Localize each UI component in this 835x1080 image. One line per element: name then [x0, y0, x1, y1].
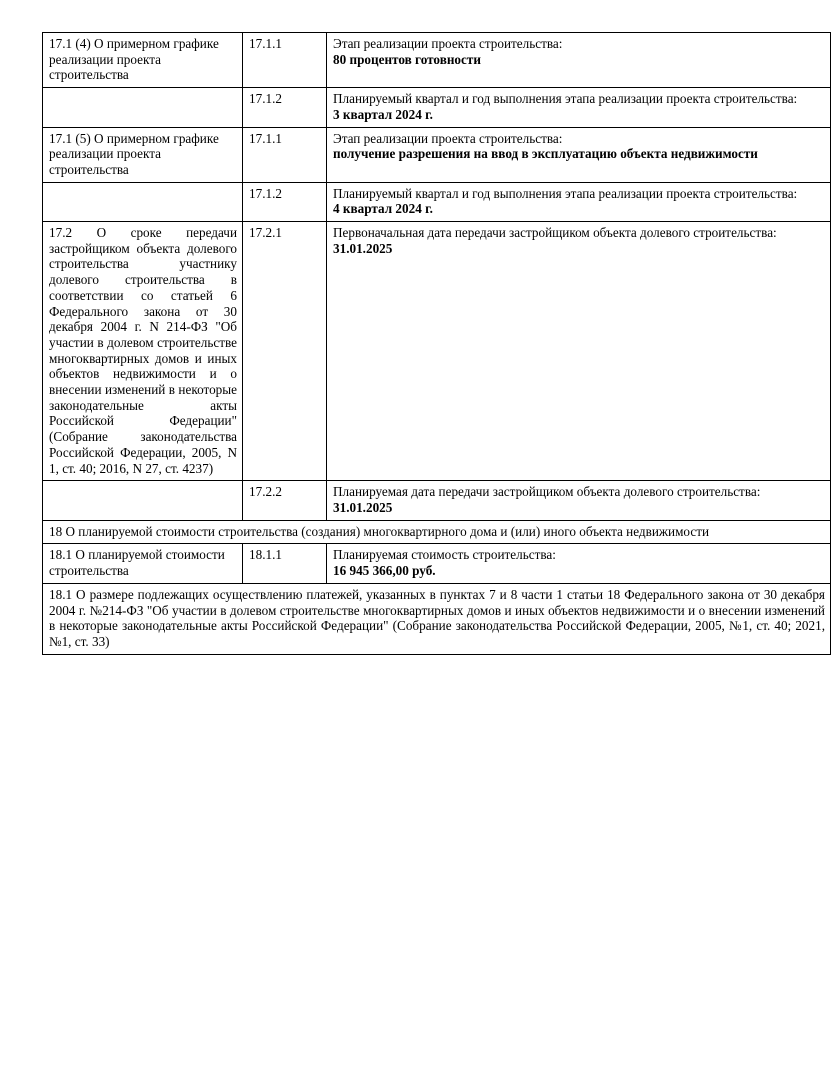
row-code-cell	[243, 88, 327, 127]
row-value-data: 4 квартал 2024 г.	[333, 201, 433, 217]
row-value-caption: Первоначальная дата передачи застройщиком объекта долевого строительства:	[333, 225, 777, 241]
row-value-caption: Планируемый квартал и год выполнения этапа реализации проекта строительства:	[333, 185, 798, 201]
row-code: 17.1.1	[249, 36, 282, 51]
row-value-data: 16 945 366,00 руб.	[333, 563, 436, 579]
row-value-data: получение разрешения на ввод в эксплуатацию объекта недвижимости	[333, 146, 758, 162]
row-label-cell	[43, 33, 243, 88]
row-label-cell	[43, 222, 243, 481]
row-label: 17.2 О сроке передачи застройщиком объекта долевого строительства участнику долевого строительства в соответствии со статьей 6 Федерального закона от 30 декабря 2004 г. N 214-ФЗ "Об участии в долевом строительстве многоквартирных домов и иных объектов недвижимости и о внесении изменений в некоторые законодательные акты Российской Федерации" (Собрание законодательства Российской Федерации, 2005, N 1, ст. 40; 2016, N 27, ст. 4237)	[49, 225, 237, 476]
row-code-cell	[243, 222, 327, 481]
row-label-cell	[43, 127, 243, 182]
row-value-cell	[327, 127, 831, 182]
section-18-header-cell	[43, 520, 831, 544]
row-code-cell	[243, 182, 327, 221]
row-label-cell	[43, 481, 243, 520]
table-row	[43, 88, 831, 127]
section-18-1-footer: 18.1 О размере подлежащих осуществлению платежей, указанных в пунктах 7 и 8 части 1 статьи 18 Федерального закона от 30 декабря 2004 г. №214-ФЗ "Об участии в долевом строительстве многоквартирных домов и иных объектов недвижимости и о внесении изменений в некоторые законодательные акты Российской Федерации" (Собрание законодательства Российской Федерации, 2005, №1, ст. 40; 2021, №1, ст. 33)	[49, 586, 825, 649]
row-value-cell	[327, 222, 831, 481]
row-value-cell	[327, 544, 831, 583]
table-row	[43, 481, 831, 520]
row-value-caption: Планируемая стоимость строительства:	[333, 547, 556, 563]
row-value-data: 31.01.2025	[333, 240, 393, 256]
row-label: 17.1 (5) О примерном графике реализации проекта строительства	[49, 130, 219, 177]
row-code-cell	[243, 544, 327, 583]
table-row	[43, 222, 831, 481]
row-value-cell	[327, 88, 831, 127]
row-value-data: 31.01.2025	[333, 499, 393, 515]
row-code-cell	[243, 127, 327, 182]
row-code-cell	[243, 481, 327, 520]
table-row	[43, 182, 831, 221]
table-row	[43, 127, 831, 182]
section-18-header: 18 О планируемой стоимости строительства (создания) многоквартирного дома и (или) иного объекта недвижимости	[49, 523, 710, 539]
row-value-caption: Этап реализации проекта строительства:	[333, 130, 563, 146]
row-label-cell	[43, 182, 243, 221]
row-value-caption: Этап реализации проекта строительства:	[333, 36, 563, 51]
row-label: 18.1 О планируемой стоимости строительства	[49, 547, 225, 579]
row-value-caption: Планируемая дата передачи застройщиком объекта долевого строительства:	[333, 484, 761, 500]
disclosure-table	[42, 32, 831, 655]
row-value-cell	[327, 481, 831, 520]
section-18-1-footer-cell	[43, 583, 831, 654]
row-label-cell	[43, 88, 243, 127]
row-value-cell	[327, 33, 831, 88]
row-code-cell	[243, 33, 327, 88]
row-code: 17.1.1	[249, 130, 282, 146]
row-value-cell	[327, 182, 831, 221]
row-label: 17.1 (4) О примерном графике реализации проекта строительства	[49, 36, 219, 83]
row-code: 18.1.1	[249, 547, 282, 563]
row-value-caption: Планируемый квартал и год выполнения этапа реализации проекта строительства:	[333, 91, 798, 107]
row-code: 17.2.2	[249, 484, 282, 500]
row-value-data: 80 процентов готовности	[333, 51, 481, 67]
row-code: 17.1.2	[249, 91, 282, 107]
row-label-cell	[43, 544, 243, 583]
table-row-section-header	[43, 520, 831, 544]
row-value-data: 3 квартал 2024 г.	[333, 106, 433, 122]
table-row	[43, 544, 831, 583]
table-row	[43, 33, 831, 88]
row-code: 17.1.2	[249, 185, 282, 201]
table-row-section-footer	[43, 583, 831, 654]
row-code: 17.2.1	[249, 225, 282, 241]
